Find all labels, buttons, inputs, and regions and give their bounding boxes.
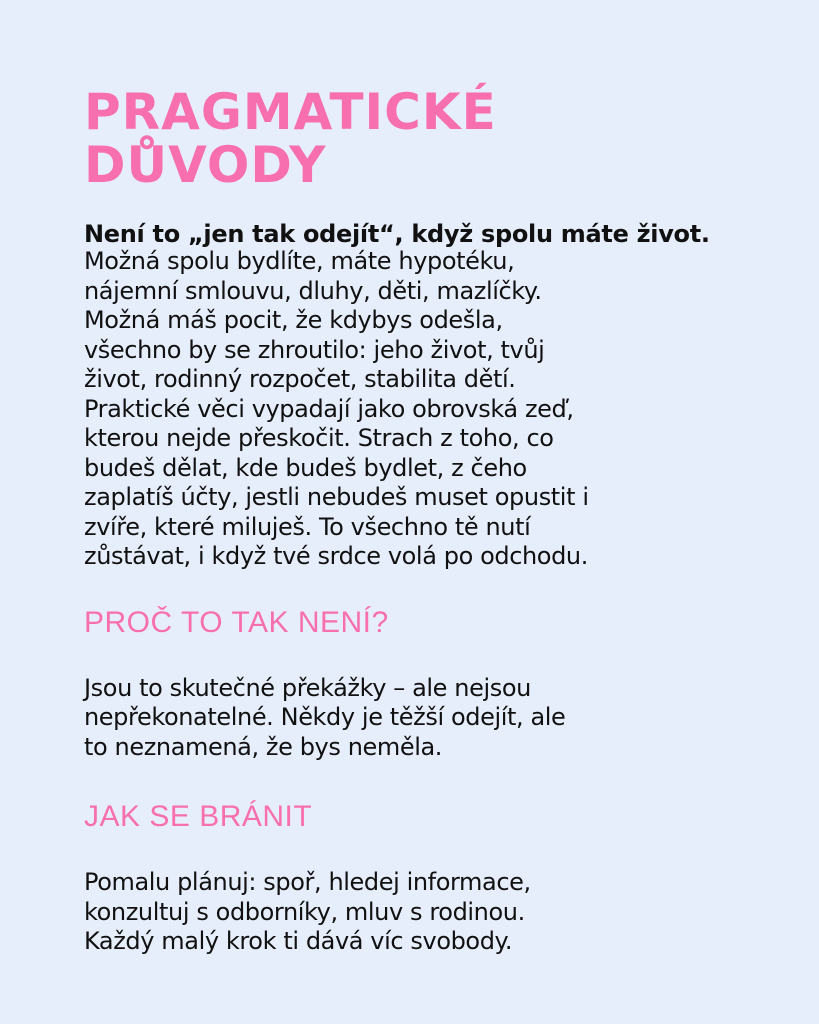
section-why-paragraph	[84, 674, 774, 763]
intro-line: nájemní smlouvu, dluhy, děti, mazlíčky.	[84, 276, 542, 305]
intro-lead: Není to „jen tak odejít“, když spolu máte život.	[84, 220, 710, 248]
section-why-line: to neznamená, že bys neměla.	[84, 732, 443, 761]
section-defend-line: Každý malý krok ti dává víc svobody.	[84, 927, 513, 955]
document-page	[84, 83, 774, 957]
intro-line: život, rodinný rozpočet, stabilita dětí.	[84, 365, 516, 393]
intro-line: Možná spolu bydlíte, máte hypotéku,	[84, 247, 515, 275]
intro-line: budeš dělat, kde budeš bydlet, z čeho	[84, 453, 527, 482]
intro-line: zaplatíš účty, jestli nebudeš muset opustit i	[84, 483, 589, 511]
intro-line: Praktické věci vypadají jako obrovská zeď,	[84, 394, 574, 423]
section-heading-why: PROČ TO TAK NENÍ?	[84, 605, 389, 639]
title-line-2: DŮVODY	[84, 136, 327, 194]
intro-line: všechno by se zhroutilo: jeho život, tvůj	[84, 335, 545, 364]
section-why-line: nepřekonatelné. Někdy je těžší odejít, ale	[84, 703, 566, 731]
page-title	[84, 83, 604, 194]
title-line-1: PRAGMATICKÉ	[84, 83, 497, 141]
section-heading-defend: JAK SE BRÁNIT	[84, 800, 313, 833]
intro-line: kterou nejde přeskočit. Strach z toho, co	[84, 424, 554, 452]
section-defend-line: Pomalu plánuj: spoř, hledej informace,	[84, 868, 531, 896]
section-defend-line: konzultuj s odborníky, mluv s rodinou.	[84, 897, 525, 926]
section-why-line: Jsou to skutečné překážky – ale nejsou	[84, 673, 531, 702]
intro-line: zvíře, které miluješ. To všechno tě nutí	[84, 512, 531, 541]
section-defend-paragraph	[84, 868, 774, 957]
intro-line: Možná máš pocit, že kdybys odešla,	[84, 306, 503, 334]
intro-paragraph	[84, 247, 774, 572]
intro-line: zůstávat, i když tvé srdce volá po odchodu.	[84, 542, 588, 570]
